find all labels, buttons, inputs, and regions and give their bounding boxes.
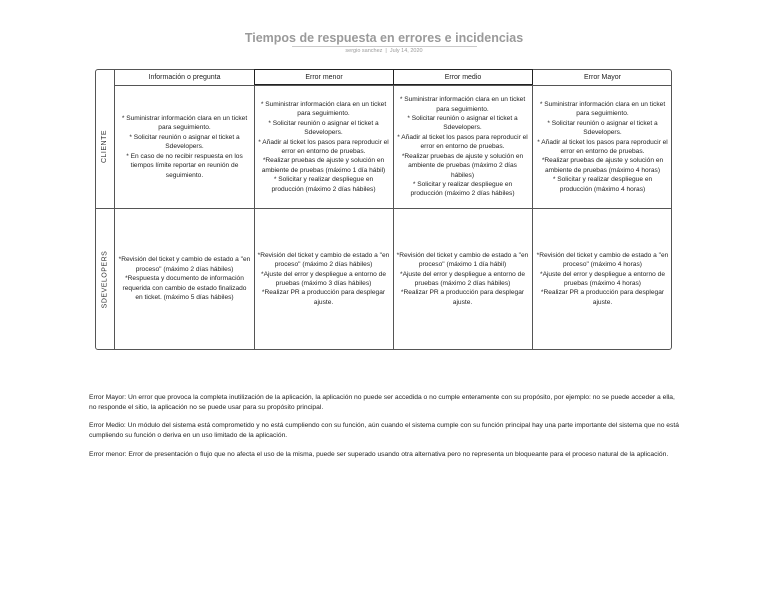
cell-text: * Suministrar información clara en un ticket para seguimiento. * Solicitar reunión o asignar el ticket a Sdevelopers. * Añadir al ticket los pasos para reproducir el error en entorno de pruebas. *Realizar pruebas de ajuste y solución en ambiente de pruebas (máximo 2 días hábiles) * Solicitar y realizar despliegue en producción (máximo 2 días hábiles) xyxy=(397,96,528,198)
publish-date: July 14, 2020 xyxy=(389,48,423,54)
column-header-error-mayor: Error Mayor xyxy=(584,73,621,81)
cell-sdevelopers-error-medio xyxy=(393,209,532,349)
cell-cliente-error-medio xyxy=(393,86,532,208)
cell-sdevelopers-informacion xyxy=(115,209,254,349)
cell-text: *Revisión del ticket y cambio de estado a "en proceso" (máximo 1 día hábil) *Ajuste del error y despliegue a entorno de pruebas (máximo 2 días hábiles) *Realizar PR a producción para desplegar ajuste. xyxy=(396,251,529,306)
definition-error-mayor: Error Mayor: Un error que provoca la completa inutilización de la aplicación, la aplicación no puede ser accedida o no cumple enteramente con su propósito, por ejemplo: no se puede acceder a ella, no responde el sitio, la aplicación no se puede usar para su propósito principal. xyxy=(89,394,675,411)
cell-text: *Revisión del ticket y cambio de estado a "en proceso" (máximo 2 días hábiles) *Ajuste del error y despliegue a entorno de pruebas (máximo 3 días hábiles) *Realizar PR a producción para desplegar ajuste. xyxy=(257,251,390,306)
cell-sdevelopers-error-mayor xyxy=(533,209,672,349)
byline xyxy=(0,48,768,54)
column-header-error-menor: Error menor xyxy=(254,69,394,85)
cell-text: *Revisión del ticket y cambio de estado a "en proceso" (máximo 4 horas) *Ajuste del error y despliegue a entorno de pruebas (máximo 4 horas) *Realizar PR a producción para desplegar ajuste. xyxy=(536,251,669,306)
row-label-text: CLIENTE xyxy=(101,129,108,164)
cell-cliente-error-menor xyxy=(254,86,393,208)
definition-error-medio: Error Medio: Un módulo del sistema está comprometido y no está cumpliendo con su función, aún cuando el sistema cumple con su función principal hay una parte importante del sistema que no está cumpliendo su función o deriva en un uso limitado de la aplicación. xyxy=(89,422,679,439)
cell-cliente-informacion xyxy=(115,86,254,208)
cell-text: * Suministrar información clara en un ticket para seguimiento. * Solicitar reunión o asignar el ticket a Sdevelopers. * Añadir al ticket los pasos para reproducir el error en entorno de pruebas. *Realizar pruebas de ajuste y solución en ambiente de pruebas (máximo 1 día hábil) * Solicitar y realizar despliegue en producción (máximo 2 días hábiles) xyxy=(258,100,389,193)
title-divider xyxy=(292,46,477,47)
cell-text: *Revisión del ticket y cambio de estado a "en proceso" (máximo 2 días hábiles) *Respuesta y documento de información requerida con cambio de estado finalizado en ticket. (máximo 5 días hábiles) xyxy=(118,256,251,302)
column-header-error-medio: Error medio xyxy=(393,69,533,85)
cell-text: * Suministrar información clara en un ticket para seguimiento. * Solicitar reunión o asignar el ticket a Sdevelopers. * En caso de no recibir respuesta en los tiempos límite reportar en reunión de seguimiento. xyxy=(121,115,248,179)
byline-separator: | xyxy=(385,48,387,54)
author-name: sergio sanchez xyxy=(345,48,383,54)
definition-error-menor: Error menor: Error de presentación o flujo que no afecta el uso de la misma, puede ser superado usando otra alternativa pero no representa un bloqueante para el proceso natural de la aplicación. xyxy=(89,451,669,458)
column-header-informacion: Información o pregunta xyxy=(148,73,221,81)
row-label-cliente xyxy=(95,85,114,208)
page-title: Tiempos de respuesta en errores e incidencias xyxy=(244,31,524,45)
cell-sdevelopers-error-menor xyxy=(254,209,393,349)
row-label-text: SDEVELOPERS xyxy=(101,250,109,308)
cell-text: * Suministrar información clara en un ticket para seguimiento. * Solicitar reunión o asignar el ticket a Sdevelopers. * Añadir al ticket los pasos para reproducir el error en entorno de pruebas. *Realizar pruebas de ajuste y solución en ambiente de pruebas (máximo 4 horas) * Solicitar y realizar despliegue en producción (máximo 4 horas) xyxy=(537,100,668,193)
row-label-sdevelopers xyxy=(95,208,114,350)
cell-cliente-error-mayor xyxy=(533,86,672,208)
